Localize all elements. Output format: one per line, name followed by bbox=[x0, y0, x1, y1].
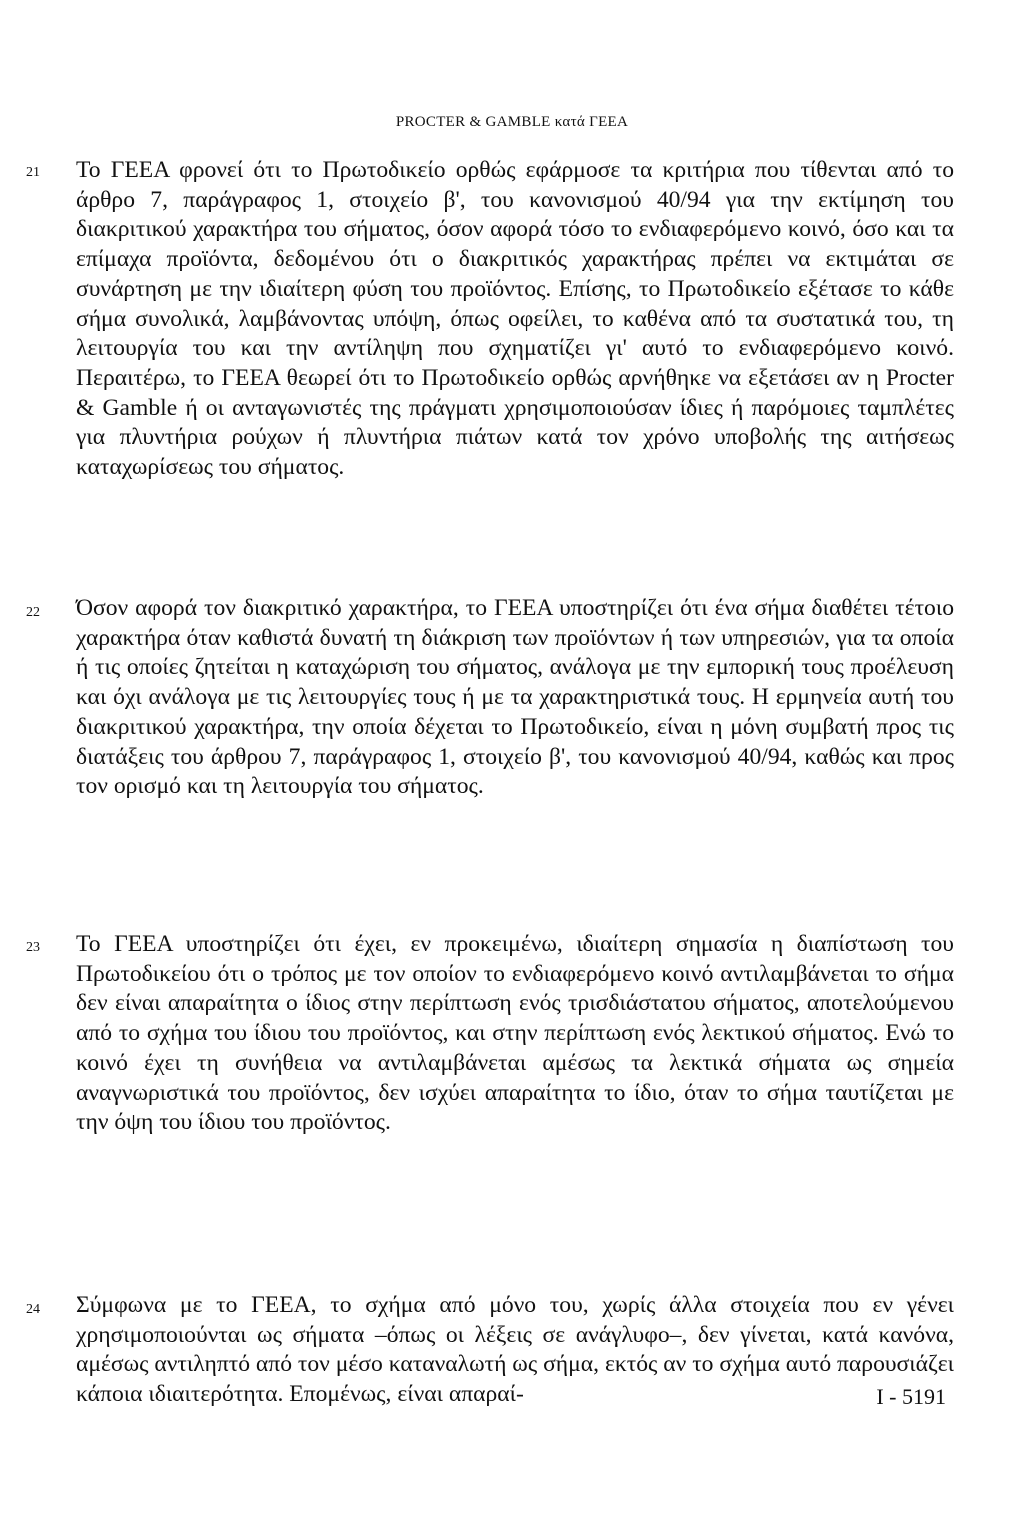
paragraph-21: Το ΓΕΕΑ φρονεί ότι το Πρωτοδικείο ορθώς εφάρμοσε τα κριτήρια που τίθενται από το άρθρο 7, παράγραφος 1, στοιχείο β', του κανονισμού 40/94 για την εκτίμηση του διακριτικού χαρακτήρα του σήματος, όσον αφορά τόσο το ενδιαφερόμενο κοινό, όσο και τα επίμαχα προϊόντα, δεδομένου ότι ο διακριτικός χαρακτήρας πρέπει να εκτιμάται σε συνάρτηση με την ιδιαίτερη φύση του προϊόντος. Επίσης, το Πρωτοδικείο εξέτασε το κάθε σήμα συνολικά, λαμβάνοντας υπόψη, όπως οφείλει, το καθένα από τα συστατικά του, τη λειτουργία του και την αντίληψη που σχηματίζει γι' αυτό το ενδιαφερόμενο κοινό. Περαιτέρω, το ΓΕΕΑ θεωρεί ότι το Πρωτοδικείο ορθώς αρνήθηκε να εξετάσει αν η Procter & Gamble ή οι ανταγωνιστές της πράγματι χρησιμοποιούσαν ίδιες ή παρόμοιες ταμπλέτες για πλυντήρια ρούχων ή πλυντήρια πιάτων κατά τον χρόνο υποβολής της αιτήσεως καταχωρίσεως του σήματος. bbox=[76, 157, 954, 481]
paragraph-23: Το ΓΕΕΑ υποστηρίζει ότι έχει, εν προκειμένω, ιδιαίτερη σημασία η διαπίστωση του Πρωτοδικείου ότι ο τρόπος με τον οποίον το ενδιαφερόμενο κοινό αντιλαμβάνεται το σήμα δεν είναι απαραίτητα ο ίδιος στην περίπτωση ενός τρισδιάστατου σήματος, αποτελούμενου από το σχήμα του ίδιου του προϊόντος, και στην περίπτωση ενός λεκτικού σήματος. Ενώ το κοινό έχει τη συνήθεια να αντιλαμβάνεται αμέσως τα λεκτικά σήματα ως σημεία αναγνωριστικά του προϊόντος, δεν ισχύει απαραίτητα το ίδιο, όταν το σήμα ταυτίζεται με την όψη του ίδιου του προϊόντος. bbox=[76, 931, 954, 1136]
paragraph-number: 21 bbox=[26, 165, 40, 180]
paragraph-22: Όσον αφορά τον διακριτικό χαρακτήρα, το ΓΕΕΑ υποστηρίζει ότι ένα σήμα διαθέτει τέτοιο χαρακτήρα όταν καθιστά δυνατή τη διάκριση των προϊόντων ή των υπηρεσιών, για τα οποία ή τις οποίες ζητείται η καταχώριση του σήματος, ανάλογα με την εμπορική τους προέλευση και όχι ανάλογα με τις λειτουργίες τους ή με τα χαρακτηριστικά τους. Η ερμηνεία αυτή του διακριτικού χαρακτήρα, την οποία δέχεται το Πρωτοδικείο, είναι η μόνη συμβατή προς τις διατάξεις του άρθρου 7, παράγραφος 1, στοιχείο β', του κανονισμού 40/94, καθώς και προς τον ορισμό και τη λειτουργία του σήματος. bbox=[76, 595, 954, 800]
paragraph-24: Σύμφωνα με το ΓΕΕΑ, το σχήμα από μόνο του, χωρίς άλλα στοιχεία που εν γένει χρησιμοποιούνται ως σήματα –όπως οι λέξεις σε ανάγλυφο–, δεν γίνεται, κατά κανόνα, αμέσως αντιληπτό από τον μέσο καταναλωτή ως σήμα, εκτός αν το σχήμα αυτό παρουσιάζει κάποια ιδιαιτερότητα. Επομένως, είναι απαραί- bbox=[76, 1292, 955, 1408]
paragraph-number: 24 bbox=[26, 1302, 40, 1317]
running-header: PROCTER & GAMBLE κατά ΓΕΕΑ bbox=[395, 114, 629, 130]
paragraph-number: 23 bbox=[26, 940, 40, 955]
paragraph-number: 22 bbox=[26, 605, 40, 620]
page-number: I - 5191 bbox=[876, 1384, 946, 1409]
